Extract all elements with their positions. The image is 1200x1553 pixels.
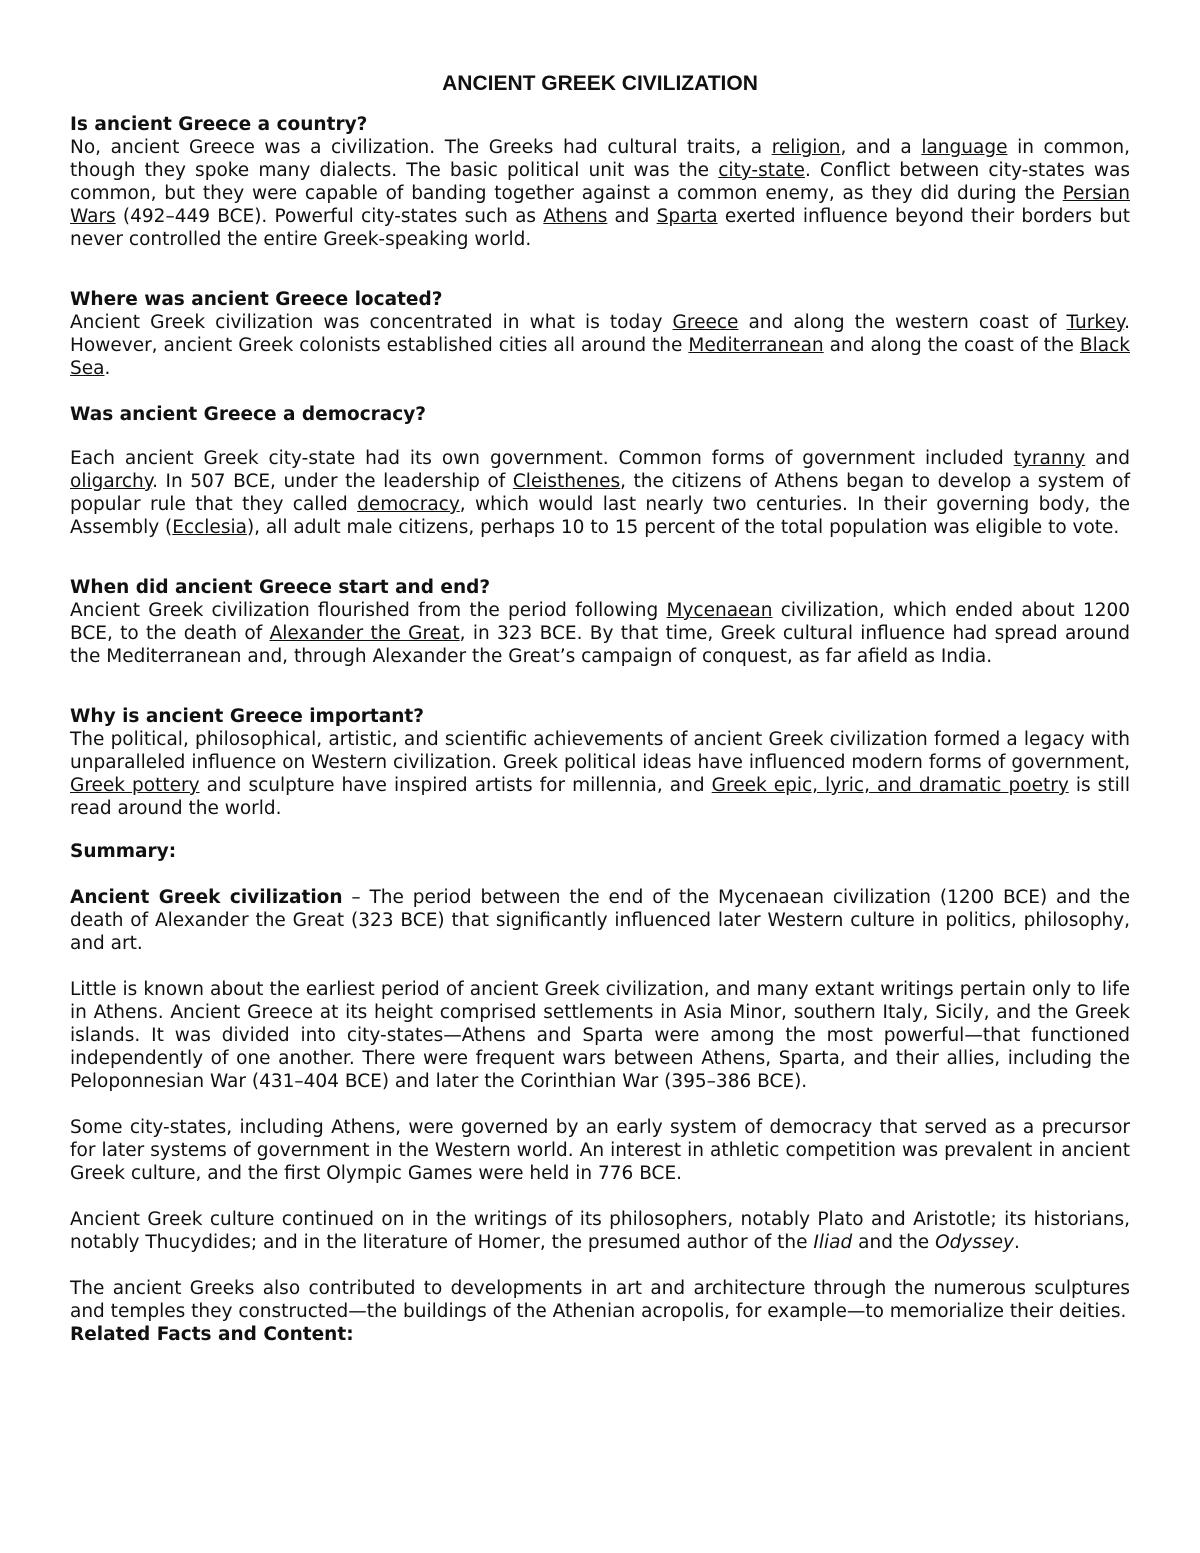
link-athens[interactable]: Athens <box>543 206 608 227</box>
summary-term: Ancient Greek civilization <box>70 887 343 908</box>
text-run: . In 507 BCE, under the leadership of <box>152 471 513 492</box>
summary-paragraph <box>70 886 1130 955</box>
link-persian-wars[interactable]: Persian Wars <box>70 183 1130 227</box>
text-run: , the citizens of Athens began to develop a system of popular rule that they called <box>70 471 1130 515</box>
section-heading: Where was ancient Greece located? <box>70 289 443 310</box>
text-run: and the <box>852 1232 936 1253</box>
text-run: and <box>1085 448 1130 469</box>
link-mycenaean[interactable]: Mycenaean <box>666 600 773 621</box>
section-democracy <box>70 403 1130 539</box>
text-run: Each ancient Greek city-state had its own government. Common forms of government included <box>70 448 1014 469</box>
link-turkey[interactable]: Turkey <box>1066 312 1125 333</box>
link-democracy[interactable]: democracy <box>357 494 460 515</box>
text-run: Ancient Greek civilization flourished from the period following <box>70 600 667 621</box>
section-timeline <box>70 576 1130 668</box>
text-run: (492–449 BCE). Powerful city-states such as <box>115 206 544 227</box>
text-run: . <box>1013 1232 1020 1253</box>
section-paragraph <box>70 311 1130 380</box>
text-run: . <box>104 358 111 379</box>
link-greece[interactable]: Greece <box>672 312 739 333</box>
text-run: is still read around the world. <box>70 775 1130 819</box>
text-run: and along the coast of the <box>823 335 1080 356</box>
section-heading: Why is ancient Greece important? <box>70 706 424 727</box>
link-greek-poetry[interactable]: Greek epic, lyric, and dramatic poetry <box>711 775 1069 796</box>
italic-title-odyssey: Odyssey <box>935 1232 1014 1253</box>
section-paragraph <box>70 728 1130 820</box>
text-run: ), all adult male citizens, perhaps 10 to 15 percent of the total population was eligible to vote. <box>246 517 1120 538</box>
link-city-state[interactable]: city-state <box>718 160 805 181</box>
text-run: exerted influence beyond their borders but never controlled the entire Greek-speaking world. <box>70 206 1130 250</box>
link-black-sea[interactable]: Black Sea <box>70 335 1130 379</box>
text-run: The political, philosophical, artistic, and scientific achievements of ancient Greek civilization formed a legacy with unparalleled influence on Western civilization. Greek political ideas have influenced modern forms of government, <box>70 729 1130 773</box>
link-oligarchy[interactable]: oligarchy <box>70 471 153 492</box>
text-run: , which would last nearly two centuries. In their governing body, the Assembly ( <box>70 494 1130 538</box>
document-title: ANCIENT GREEK CIVILIZATION <box>442 72 758 95</box>
section-heading: Is ancient Greece a country? <box>70 114 368 135</box>
text-run: and along the western coast of <box>738 312 1067 333</box>
text-run: and <box>607 206 657 227</box>
section-location <box>70 288 1130 380</box>
section-heading: Was ancient Greece a democracy? <box>70 404 427 425</box>
document-page <box>70 70 1130 1346</box>
text-run: . However, ancient Greek colonists established cities all around the <box>70 312 1130 356</box>
text-run: . Conflict between city-states was common, but they were capable of banding together against a common enemy, as they did during the <box>70 160 1130 204</box>
summary-paragraph: The ancient Greeks also contributed to developments in art and architecture through the numerous sculptures and temples they constructed—the buildings of the Athenian acropolis, for example—to memorialize their deities. <box>70 1278 1130 1322</box>
section-paragraph <box>70 599 1130 668</box>
link-religion[interactable]: religion <box>771 137 841 158</box>
summary-paragraph <box>70 1208 1130 1254</box>
italic-title-iliad: Iliad <box>813 1232 853 1253</box>
text-run: and sculpture have inspired artists for millennia, and <box>199 775 712 796</box>
link-tyranny[interactable]: tyranny <box>1013 448 1086 469</box>
link-language[interactable]: language <box>921 137 1008 158</box>
text-run: , and a <box>840 137 922 158</box>
text-run: No, ancient Greece was a civilization. The Greeks had cultural traits, a <box>70 137 772 158</box>
link-cleisthenes[interactable]: Cleisthenes <box>512 471 621 492</box>
link-sparta[interactable]: Sparta <box>656 206 718 227</box>
text-run: in common, though they spoke many dialects. The basic political unit was the <box>70 137 1130 181</box>
section-paragraph <box>70 136 1130 251</box>
link-greek-pottery[interactable]: Greek pottery <box>70 775 200 796</box>
related-heading: Related Facts and Content: <box>70 1324 354 1345</box>
section-heading: When did ancient Greece start and end? <box>70 577 491 598</box>
section-country <box>70 113 1130 251</box>
summary-heading: Summary: <box>70 841 177 862</box>
text-run: – The period between the end of the Mycenaean civilization (1200 BCE) and the death of Alexander the Great (323 BCE) that significantly influenced later Western culture in politics, philosophy, and art. <box>70 887 1130 954</box>
link-ecclesia[interactable]: Ecclesia <box>172 517 247 538</box>
text-run: civilization, which ended about 1200 BCE, to the death of <box>70 600 1131 644</box>
section-summary <box>70 840 1130 1346</box>
section-paragraph <box>70 447 1130 539</box>
summary-paragraph: Little is known about the earliest period of ancient Greek civilization, and many extant writings pertain only to life in Athens. Ancient Greece at its height comprised settlements in Asia Minor, southern Italy, Sicily, and the Greek islands. It was divided into city-states—Athens and Sparta were among the most powerful—that functioned independently of one another. There were frequent wars between Athens, Sparta, and their allies, including the Peloponnesian War (431–404 BCE) and later the Corinthian War (395–386 BCE). <box>70 979 1130 1092</box>
summary-paragraph: Some city-states, including Athens, were governed by an early system of democracy that served as a precursor for later systems of government in the Western world. An interest in athletic competition was prevalent in ancient Greek culture, and the first Olympic Games were held in 776 BCE. <box>70 1117 1130 1184</box>
link-alexander-the-great[interactable]: Alexander the Great <box>269 623 460 644</box>
text-run: Ancient Greek civilization was concentrated in what is today <box>70 312 673 333</box>
text-run: , in 323 BCE. By that time, Greek cultural influence had spread around the Mediterranean and, through Alexander the Great’s campaign of conquest, as far afield as India. <box>70 623 1130 667</box>
section-importance <box>70 705 1130 820</box>
text-run: Ancient Greek culture continued on in the writings of its philosophers, notably Plato and Aristotle; its historians, notably Thucydides; and in the literature of Homer, the presumed author of the <box>70 1209 1130 1253</box>
link-mediterranean[interactable]: Mediterranean <box>688 335 824 356</box>
